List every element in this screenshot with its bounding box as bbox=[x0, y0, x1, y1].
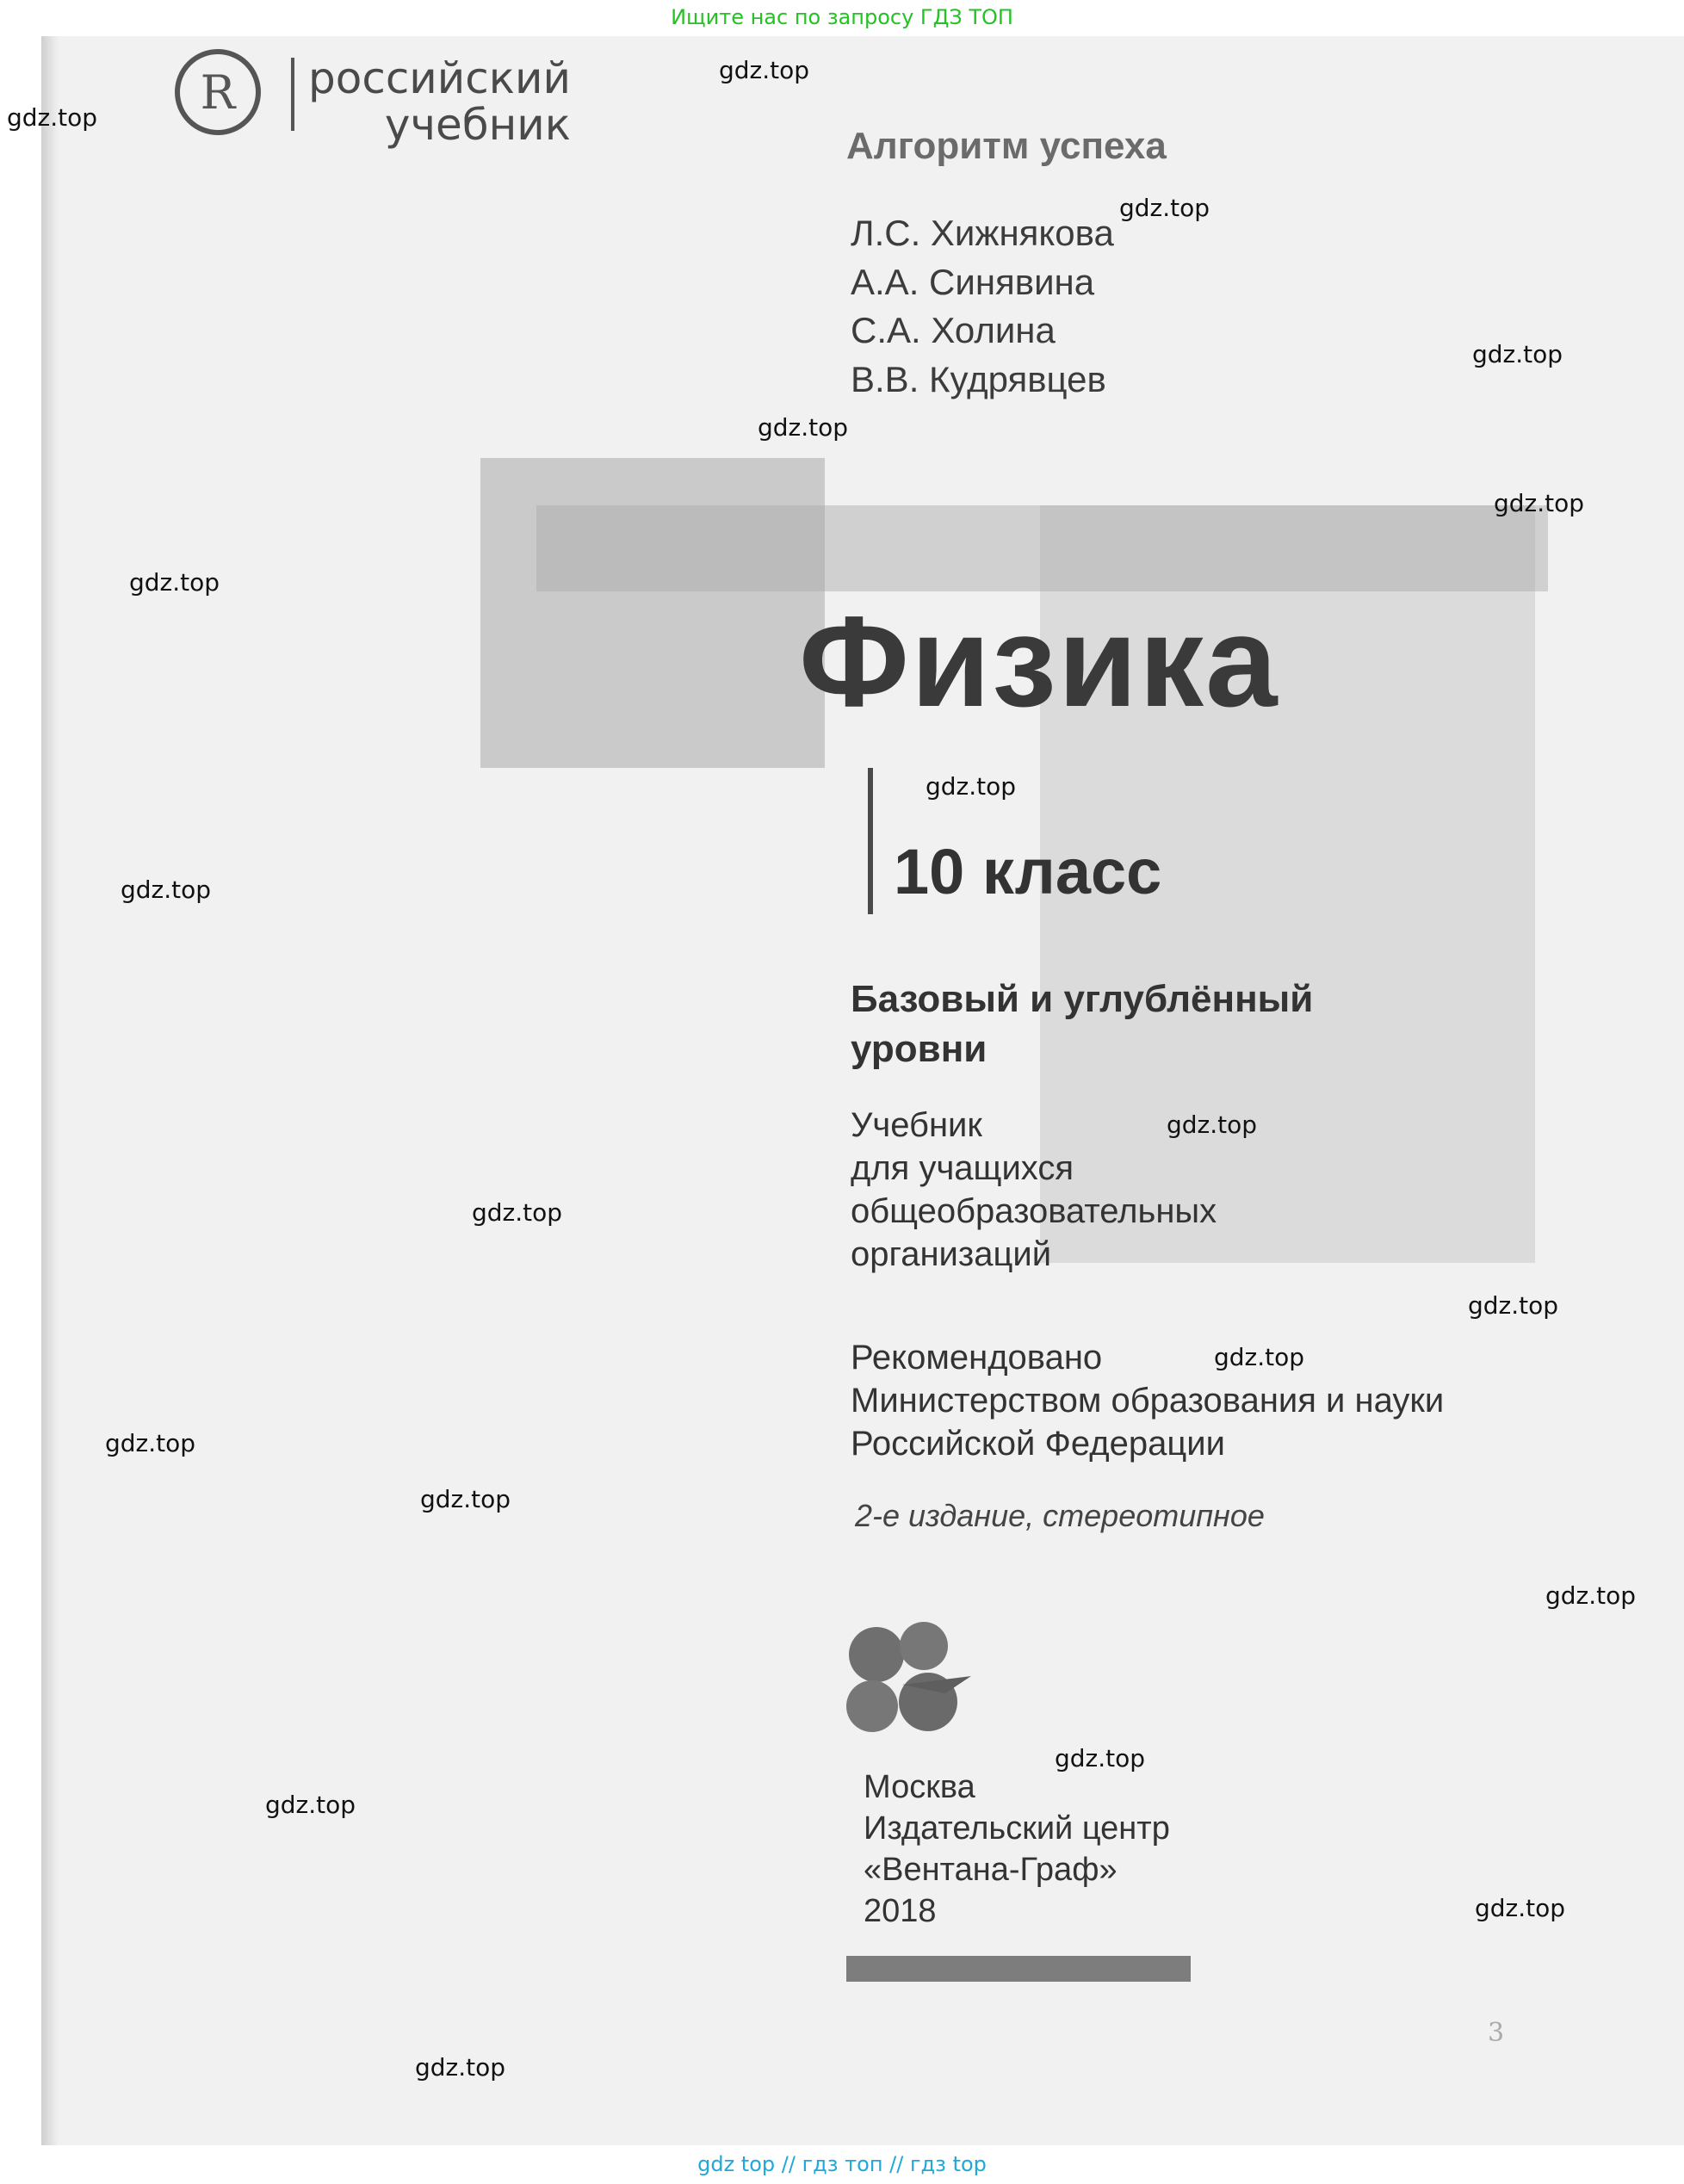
watermark: gdz.top bbox=[7, 103, 98, 132]
rossiyskiy-uchebnik-logo-icon: R bbox=[175, 49, 261, 135]
watermark: gdz.top bbox=[1545, 1581, 1637, 1610]
top-banner[interactable]: Ищите нас по запросу ГДЗ ТОП bbox=[671, 5, 1013, 29]
watermark: gdz.top bbox=[1055, 1744, 1146, 1773]
author-1: Л.С. Хижнякова bbox=[851, 213, 1114, 253]
grade-label: 10 класс bbox=[894, 836, 1162, 907]
purpose-line-4: организаций bbox=[851, 1235, 1052, 1273]
watermark: gdz.top bbox=[1468, 1291, 1559, 1320]
purpose-block bbox=[851, 1104, 1217, 1276]
recommendation-line-2: Министерством образования и науки bbox=[851, 1382, 1445, 1420]
watermark: gdz.top bbox=[415, 2053, 506, 2082]
purpose-line-2: для учащихся bbox=[851, 1149, 1074, 1187]
watermark: gdz.top bbox=[105, 1429, 196, 1457]
grade-divider bbox=[868, 768, 873, 914]
purpose-line-1: Учебник bbox=[851, 1106, 982, 1144]
book-title: Физика bbox=[799, 589, 1279, 733]
watermark: gdz.top bbox=[472, 1198, 563, 1227]
logo-line-1: российский bbox=[308, 53, 571, 103]
watermark: gdz.top bbox=[1472, 340, 1563, 368]
page-number: 3 bbox=[1488, 2018, 1505, 2048]
publisher-city: Москва bbox=[864, 1769, 975, 1805]
recommendation-line-1: Рекомендовано bbox=[851, 1339, 1103, 1377]
logo-divider bbox=[291, 58, 294, 131]
logo-line-2: учебник bbox=[384, 100, 571, 150]
scanned-page bbox=[41, 36, 1684, 2145]
author-2: А.А. Синявина bbox=[851, 262, 1095, 302]
publisher-logo-text bbox=[308, 55, 571, 148]
footer-links[interactable]: gdz top // гдз топ // гдз top bbox=[0, 2145, 1684, 2184]
series-title: Алгоритм успеха bbox=[846, 125, 1167, 167]
edition-label: 2-е издание, стереотипное bbox=[855, 1498, 1265, 1533]
publisher-block bbox=[864, 1766, 1170, 1932]
watermark: gdz.top bbox=[926, 772, 1017, 801]
watermark: gdz.top bbox=[265, 1791, 356, 1819]
recommendation-line-3: Российской Федерации bbox=[851, 1425, 1225, 1463]
ventana-graf-logo-icon bbox=[842, 1616, 980, 1754]
level-line-2: уровни bbox=[851, 1028, 987, 1070]
watermark: gdz.top bbox=[1119, 194, 1210, 222]
author-3: С.А. Холина bbox=[851, 310, 1056, 350]
author-4: В.В. Кудрявцев bbox=[851, 359, 1106, 399]
page-shadow bbox=[41, 36, 59, 2145]
recommendation-block bbox=[851, 1336, 1444, 1465]
publisher-name-line-1: Издательский центр bbox=[864, 1810, 1170, 1847]
watermark: gdz.top bbox=[121, 875, 212, 904]
publisher-name-line-2: «Вентана-Граф» bbox=[864, 1852, 1118, 1888]
purpose-line-3: общеобразовательных bbox=[851, 1192, 1217, 1230]
level-line-1: Базовый и углублённый bbox=[851, 978, 1314, 1020]
level-label bbox=[851, 974, 1625, 1074]
cover-art-block bbox=[480, 458, 825, 768]
watermark: gdz.top bbox=[1494, 489, 1585, 517]
watermark: gdz.top bbox=[719, 56, 810, 84]
watermark: gdz.top bbox=[129, 568, 220, 597]
watermark: gdz.top bbox=[1167, 1111, 1258, 1139]
watermark: gdz.top bbox=[758, 413, 849, 442]
watermark: gdz.top bbox=[1475, 1894, 1566, 1922]
watermark: gdz.top bbox=[1214, 1343, 1305, 1371]
publisher-year: 2018 bbox=[864, 1893, 937, 1929]
watermark: gdz.top bbox=[420, 1485, 511, 1513]
cover-bottom-bar bbox=[846, 1956, 1191, 1982]
